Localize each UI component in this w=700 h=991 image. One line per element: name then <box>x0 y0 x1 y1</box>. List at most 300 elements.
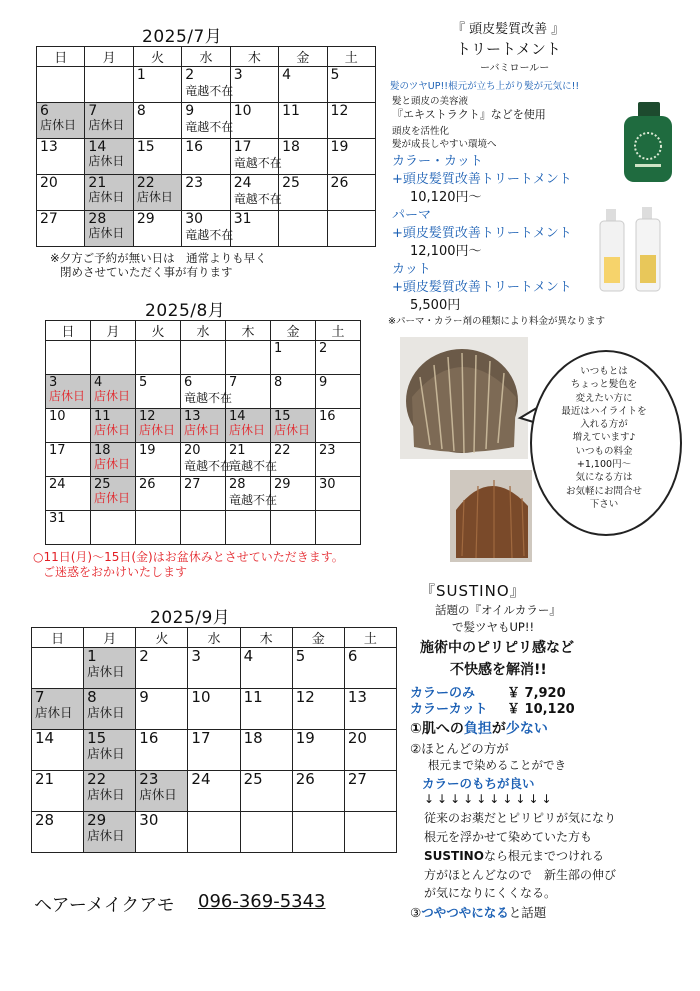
calendar-day-cell <box>136 648 188 689</box>
calendar-day-cell <box>271 443 316 477</box>
calendar-day-cell <box>32 771 84 812</box>
calendar-day-cell <box>84 812 136 853</box>
staff-absent-label: 竜越不在 <box>184 458 233 473</box>
bubble-line: ちょっと髪色を <box>570 379 638 391</box>
bubble-line: +1,100円～ <box>576 459 632 471</box>
closed-day-label: 店休日 <box>35 704 73 720</box>
treatment-catch: 髪のツヤUP!!根元が立ち上がり髪が元気に!! <box>390 81 580 92</box>
calendar-day-cell <box>226 375 271 409</box>
calendar-day-cell <box>136 771 188 812</box>
treatment-desc-2: 『エキストラクト』などを使用 <box>392 108 546 121</box>
calendar-day-cell <box>181 511 226 545</box>
staff-absent-label: 竜越不在 <box>185 227 234 242</box>
menu-3-price: 5,500円 <box>410 298 461 313</box>
calendar-day-cell <box>91 409 136 443</box>
shop-phone[interactable]: 096-369-5343 <box>198 891 326 912</box>
day-number: 12 <box>330 103 349 119</box>
calendar-day-cell <box>188 648 240 689</box>
sustino-body-5: が気になりにくくなる。 <box>424 886 557 900</box>
arrows-row: ↓↓↓↓↓↓↓↓↓↓ <box>424 792 555 806</box>
calendar-day-cell <box>279 103 327 139</box>
calendar-week-row <box>32 689 397 730</box>
weekday-header: 火 <box>133 47 181 67</box>
day-number: 23 <box>185 175 204 191</box>
calendar-day-cell <box>181 477 226 511</box>
calendar-day-cell <box>182 175 230 211</box>
calendar-day-cell <box>181 341 226 375</box>
staff-absent-label: 竜越不在 <box>229 458 278 473</box>
point-1-c: が <box>491 721 506 737</box>
calendar-day-cell <box>327 139 375 175</box>
day-number: 29 <box>87 811 107 829</box>
closed-day-label: 店休日 <box>87 827 125 843</box>
menu-1-price: 10,120円～ <box>410 190 482 205</box>
day-number: 29 <box>274 477 291 492</box>
closed-day-label: 店休日 <box>94 456 131 471</box>
day-number: 13 <box>40 139 58 155</box>
calendar-day-cell <box>226 409 271 443</box>
calendar-day-cell <box>316 409 361 443</box>
calendar-day-cell <box>84 771 136 812</box>
calendar-day-cell <box>136 511 181 545</box>
day-number: 3 <box>49 375 58 390</box>
closed-day-label: 店休日 <box>87 704 125 720</box>
staff-absent-label: 竜越不在 <box>229 492 278 507</box>
day-number: 19 <box>139 443 156 458</box>
day-number: 9 <box>319 375 328 390</box>
calendar-day-cell <box>46 409 91 443</box>
day-number: 8 <box>87 688 97 706</box>
point-3-blue: つやつやになる <box>421 905 509 920</box>
sustino-line-4: 不快感を解消!! <box>450 662 547 678</box>
calendar-day-cell <box>136 689 188 730</box>
calendar-day-cell <box>230 139 282 175</box>
weekday-header: 日 <box>46 321 91 341</box>
calendar-day-cell <box>344 648 396 689</box>
menu-3-head: カット <box>392 262 431 277</box>
staff-absent-label: 竜越不在 <box>185 83 234 98</box>
day-number: 19 <box>330 139 349 155</box>
sustino-body-3-text: なら根元までつけれる <box>483 849 604 863</box>
weekday-header: 土 <box>327 47 375 67</box>
calendar-day-cell <box>182 139 230 175</box>
day-number: 8 <box>274 375 283 390</box>
weekday-header: 土 <box>344 628 396 648</box>
day-number: 12 <box>295 688 315 706</box>
day-number: 18 <box>243 729 263 747</box>
july-calendar <box>36 46 376 247</box>
closed-day-label: 店休日 <box>87 786 125 802</box>
july-title: 2025/7月 <box>142 27 223 47</box>
calendar-day-cell <box>133 103 181 139</box>
day-number: 23 <box>139 770 159 788</box>
calendar-day-cell <box>46 511 91 545</box>
day-number: 27 <box>347 770 367 788</box>
calendar-day-cell <box>136 730 188 771</box>
day-number: 30 <box>319 477 336 492</box>
calendar-day-cell <box>226 341 271 375</box>
calendar-day-cell <box>84 648 136 689</box>
staff-absent-label: 竜越不在 <box>185 119 234 134</box>
bubble-line: いつもの料金 <box>575 445 633 457</box>
bubble-line: 変えたい方に <box>575 392 633 404</box>
calendar-day-cell <box>133 139 181 175</box>
weekday-header: 日 <box>37 47 85 67</box>
calendar-day-cell <box>46 341 91 375</box>
calendar-day-cell <box>316 511 361 545</box>
price-2-value: ￥ 10,120 <box>507 702 575 717</box>
product-bottles-spray-image <box>596 205 668 293</box>
day-number: 15 <box>274 409 291 424</box>
point-2-blue: カラーのもちが良い <box>422 776 535 791</box>
calendar-day-cell <box>226 477 278 511</box>
day-number: 5 <box>295 647 306 665</box>
point-1 <box>410 718 548 738</box>
calendar-day-cell <box>271 409 316 443</box>
day-number: 24 <box>191 770 211 788</box>
calendar-day-cell <box>84 730 136 771</box>
bubble-line: お気軽にお問合せ <box>565 485 642 497</box>
calendar-day-cell <box>136 812 188 853</box>
calendar-day-cell <box>271 477 316 511</box>
day-number: 3 <box>191 647 201 665</box>
closed-day-label: 店休日 <box>40 117 77 132</box>
calendar-day-cell <box>188 771 240 812</box>
day-number: 10 <box>233 103 252 119</box>
bubble-line: 増えています♪ <box>572 432 636 444</box>
calendar-day-cell <box>136 341 181 375</box>
day-number: 28 <box>88 211 107 227</box>
calendar-day-cell <box>32 648 84 689</box>
day-number: 24 <box>49 477 66 492</box>
calendar-day-cell <box>344 730 396 771</box>
day-number: 2 <box>185 67 195 83</box>
calendar-day-cell <box>230 103 278 139</box>
calendar-day-cell <box>279 211 327 247</box>
day-number: 7 <box>88 103 98 119</box>
highlight-hair-photo <box>400 337 528 459</box>
bubble-line: 最近はハイライトを <box>561 405 647 417</box>
calendar-week-row <box>37 211 376 247</box>
calendar-day-cell <box>133 175 181 211</box>
closed-day-label: 店休日 <box>87 745 125 761</box>
calendar-week-row <box>37 103 376 139</box>
menu-2-price: 12,100円～ <box>410 244 482 259</box>
calendar-day-cell <box>316 443 361 477</box>
point-1-d: 少ない <box>505 721 548 737</box>
weekday-header: 金 <box>271 321 316 341</box>
day-number: 22 <box>87 770 107 788</box>
calendar-day-cell <box>292 771 344 812</box>
calendar-day-cell <box>240 730 292 771</box>
calendar-day-cell <box>91 443 136 477</box>
calendar-day-cell <box>344 689 396 730</box>
day-number: 3 <box>233 67 243 83</box>
calendar-week-row <box>46 443 361 477</box>
closed-day-label: 店休日 <box>274 422 311 437</box>
sustino-body-1: 従来のお薬だとピリピリが気になり <box>424 811 617 825</box>
day-number: 25 <box>282 175 300 191</box>
calendar-day-cell <box>279 175 327 211</box>
calendar-day-cell <box>136 409 181 443</box>
weekday-header: 月 <box>85 47 133 67</box>
day-number: 22 <box>136 175 155 191</box>
shop-name: ヘアーメイクアモ <box>34 895 175 916</box>
calendar-week-row <box>46 477 361 511</box>
closed-day-label: 店休日 <box>184 422 221 437</box>
calendar-day-cell <box>46 375 91 409</box>
menu-1-head: カラー・カット <box>392 154 483 169</box>
treatment-desc-1: 髪と頭皮の美容液 <box>392 96 469 107</box>
day-number: 20 <box>40 175 58 191</box>
calendar-day-cell <box>226 443 278 477</box>
calendar-day-cell <box>37 139 85 175</box>
july-note-1: ※夕方ご予約が無い日は 通常よりも早く <box>50 251 267 265</box>
day-number: 21 <box>88 175 107 191</box>
point-2-line: 根元まで染めることができ <box>428 758 566 772</box>
weekday-header: 水 <box>181 321 226 341</box>
september-title: 2025/9月 <box>150 608 231 628</box>
sustino-title: 『SUSTINO』 <box>420 582 526 600</box>
point-1-num: ① <box>410 721 422 737</box>
day-number: 31 <box>233 211 252 227</box>
closed-day-label: 店休日 <box>139 422 176 437</box>
sustino-body-2: 根元を浮かせて染めていた方も <box>424 830 593 844</box>
closed-day-label: 店休日 <box>229 422 266 437</box>
calendar-day-cell <box>91 511 136 545</box>
day-number: 19 <box>295 729 315 747</box>
calendar-day-cell <box>327 175 375 211</box>
weekday-header: 水 <box>188 628 240 648</box>
weekday-header: 月 <box>91 321 136 341</box>
day-number: 8 <box>136 103 146 119</box>
calendar-week-row <box>37 139 376 175</box>
weekday-header: 木 <box>226 321 271 341</box>
day-number: 11 <box>243 688 263 706</box>
calendar-day-cell <box>37 211 85 247</box>
day-number: 14 <box>35 729 55 747</box>
calendar-day-cell <box>85 67 133 103</box>
calendar-day-cell <box>240 771 292 812</box>
sustino-body-3 <box>424 847 604 864</box>
day-number: 25 <box>243 770 263 788</box>
point-3-num: ③ <box>410 905 422 920</box>
point-2-head: ②ほとんどの方が <box>410 741 509 756</box>
treatment-note: ※パーマ・カラー剤の種類により料金が異なります <box>388 316 605 327</box>
closed-day-label: 店休日 <box>49 388 86 403</box>
day-number: 26 <box>295 770 315 788</box>
calendar-week-row <box>32 812 397 853</box>
day-number: 30 <box>185 211 204 227</box>
calendar-day-cell <box>271 375 316 409</box>
calendar-day-cell <box>316 341 361 375</box>
calendar-day-cell <box>230 175 282 211</box>
treatment-desc-3: 頭皮を活性化 <box>392 126 450 137</box>
weekday-header: 月 <box>84 628 136 648</box>
treatment-brand: ーバミロールー <box>480 63 550 74</box>
day-number: 2 <box>139 647 149 665</box>
calendar-day-cell <box>181 375 233 409</box>
day-number: 5 <box>139 375 148 390</box>
treatment-title: 『 頭皮髪質改善 』 <box>452 22 565 37</box>
calendar-day-cell <box>226 511 271 545</box>
weekday-header: 土 <box>316 321 361 341</box>
calendar-day-cell <box>85 175 133 211</box>
calendar-day-cell <box>32 812 84 853</box>
day-number: 28 <box>35 811 55 829</box>
day-number: 1 <box>274 341 283 356</box>
calendar-day-cell <box>85 103 133 139</box>
august-calendar <box>45 320 361 545</box>
calendar-day-cell <box>181 409 226 443</box>
bubble-line: 下さい <box>589 498 619 510</box>
day-number: 20 <box>347 729 367 747</box>
closed-day-label: 店休日 <box>87 663 125 679</box>
day-number: 14 <box>229 409 246 424</box>
calendar-day-cell <box>136 375 181 409</box>
calendar-day-cell <box>182 103 234 139</box>
closed-day-label: 店休日 <box>88 189 125 204</box>
day-number: 15 <box>136 139 155 155</box>
product-bottle-green-image <box>618 100 678 184</box>
day-number: 11 <box>282 103 300 119</box>
day-number: 2 <box>319 341 328 356</box>
calendar-day-cell <box>230 211 278 247</box>
closed-day-label: 店休日 <box>94 422 131 437</box>
point-3 <box>410 903 546 921</box>
calendar-day-cell <box>316 375 361 409</box>
calendar-day-cell <box>84 689 136 730</box>
day-number: 4 <box>282 67 292 83</box>
staff-absent-label: 竜越不在 <box>184 390 233 405</box>
calendar-day-cell <box>279 67 327 103</box>
calendar-day-cell <box>316 477 361 511</box>
calendar-day-cell <box>279 139 327 175</box>
day-number: 16 <box>185 139 204 155</box>
calendar-day-cell <box>182 67 234 103</box>
menu-2-body: +頭皮髪質改善トリートメント <box>392 226 572 241</box>
calendar-day-cell <box>91 477 136 511</box>
day-number: 20 <box>184 443 201 458</box>
point-3-end: と話題 <box>508 905 547 920</box>
weekday-header: 火 <box>136 321 181 341</box>
day-number: 26 <box>330 175 349 191</box>
day-number: 15 <box>87 729 107 747</box>
calendar-day-cell <box>136 443 181 477</box>
closed-day-label: 店休日 <box>88 117 125 132</box>
sustino-line-1: 話題の『オイルカラー』 <box>435 603 561 617</box>
bubble-line: いつもとは <box>580 366 628 377</box>
staff-absent-label: 竜越不在 <box>233 191 282 206</box>
calendar-day-cell <box>32 689 84 730</box>
price-1-label: カラーのみ <box>410 686 476 701</box>
day-number: 5 <box>330 67 340 83</box>
day-number: 7 <box>229 375 238 390</box>
menu-3-body: +頭皮髪質改善トリートメント <box>392 280 572 295</box>
day-number: 17 <box>233 139 252 155</box>
weekday-header: 木 <box>240 628 292 648</box>
day-number: 7 <box>35 688 45 706</box>
brown-hair-photo <box>450 470 532 562</box>
closed-day-label: 店休日 <box>94 490 131 505</box>
day-number: 11 <box>94 409 111 424</box>
day-number: 17 <box>49 443 66 458</box>
calendar-week-row <box>32 771 397 812</box>
point-1-a: 肌への <box>421 721 464 737</box>
calendar-day-cell <box>188 730 240 771</box>
day-number: 1 <box>87 647 97 665</box>
weekday-header: 水 <box>182 47 230 67</box>
price-1-value: ￥ 7,920 <box>507 686 566 701</box>
calendar-day-cell <box>32 730 84 771</box>
calendar-day-cell <box>85 139 133 175</box>
bubble-line: 入れる方が <box>580 419 628 431</box>
calendar-week-row <box>32 730 397 771</box>
sustino-body-4: 方がほとんどなので 新生部の伸び <box>424 868 617 882</box>
calendar-week-row <box>37 175 376 211</box>
calendar-day-cell <box>240 648 292 689</box>
day-number: 14 <box>88 139 107 155</box>
day-number: 16 <box>319 409 336 424</box>
weekday-header: 木 <box>230 47 278 67</box>
calendar-week-row <box>37 67 376 103</box>
calendar-day-cell <box>133 211 181 247</box>
day-number: 29 <box>136 211 155 227</box>
day-number: 24 <box>233 175 252 191</box>
day-number: 6 <box>347 647 358 665</box>
calendar-day-cell <box>46 477 91 511</box>
calendar-day-cell <box>292 730 344 771</box>
day-number: 25 <box>94 477 111 492</box>
july-note-2: 閉めさせていただく事が有ります <box>60 265 233 279</box>
menu-1-body: +頭皮髪質改善トリートメント <box>392 172 572 187</box>
calendar-week-row <box>46 341 361 375</box>
weekday-header: 日 <box>32 628 84 648</box>
day-number: 27 <box>40 211 58 227</box>
day-number: 30 <box>139 811 159 829</box>
day-number: 21 <box>35 770 55 788</box>
calendar-day-cell <box>37 67 85 103</box>
august-note-2: ご迷惑をおかけいたします <box>43 565 188 579</box>
treatment-subtitle: トリートメント <box>456 40 561 58</box>
sustino-line-2: で髪ツヤもUP!! <box>452 620 535 634</box>
september-calendar <box>31 627 397 853</box>
day-number: 17 <box>191 729 211 747</box>
day-number: 16 <box>139 729 159 747</box>
speech-bubble-text <box>543 365 665 511</box>
calendar-day-cell <box>181 443 233 477</box>
calendar-day-cell <box>91 375 136 409</box>
calendar-day-cell <box>344 771 396 812</box>
day-number: 31 <box>49 511 66 526</box>
calendar-week-row <box>46 409 361 443</box>
calendar-week-row <box>46 511 361 545</box>
day-number: 12 <box>139 409 156 424</box>
calendar-day-cell <box>37 103 85 139</box>
day-number: 26 <box>139 477 156 492</box>
weekday-header: 金 <box>279 47 327 67</box>
day-number: 22 <box>274 443 291 458</box>
day-number: 10 <box>191 688 211 706</box>
calendar-day-cell <box>292 812 344 853</box>
staff-absent-label: 竜越不在 <box>233 155 282 170</box>
price-2-label: カラーカット <box>410 702 488 717</box>
closed-day-label: 店休日 <box>88 153 125 168</box>
day-number: 13 <box>184 409 201 424</box>
calendar-day-cell <box>91 341 136 375</box>
treatment-desc-4: 髪が成長しやすい環境へ <box>392 139 497 150</box>
calendar-day-cell <box>327 67 375 103</box>
